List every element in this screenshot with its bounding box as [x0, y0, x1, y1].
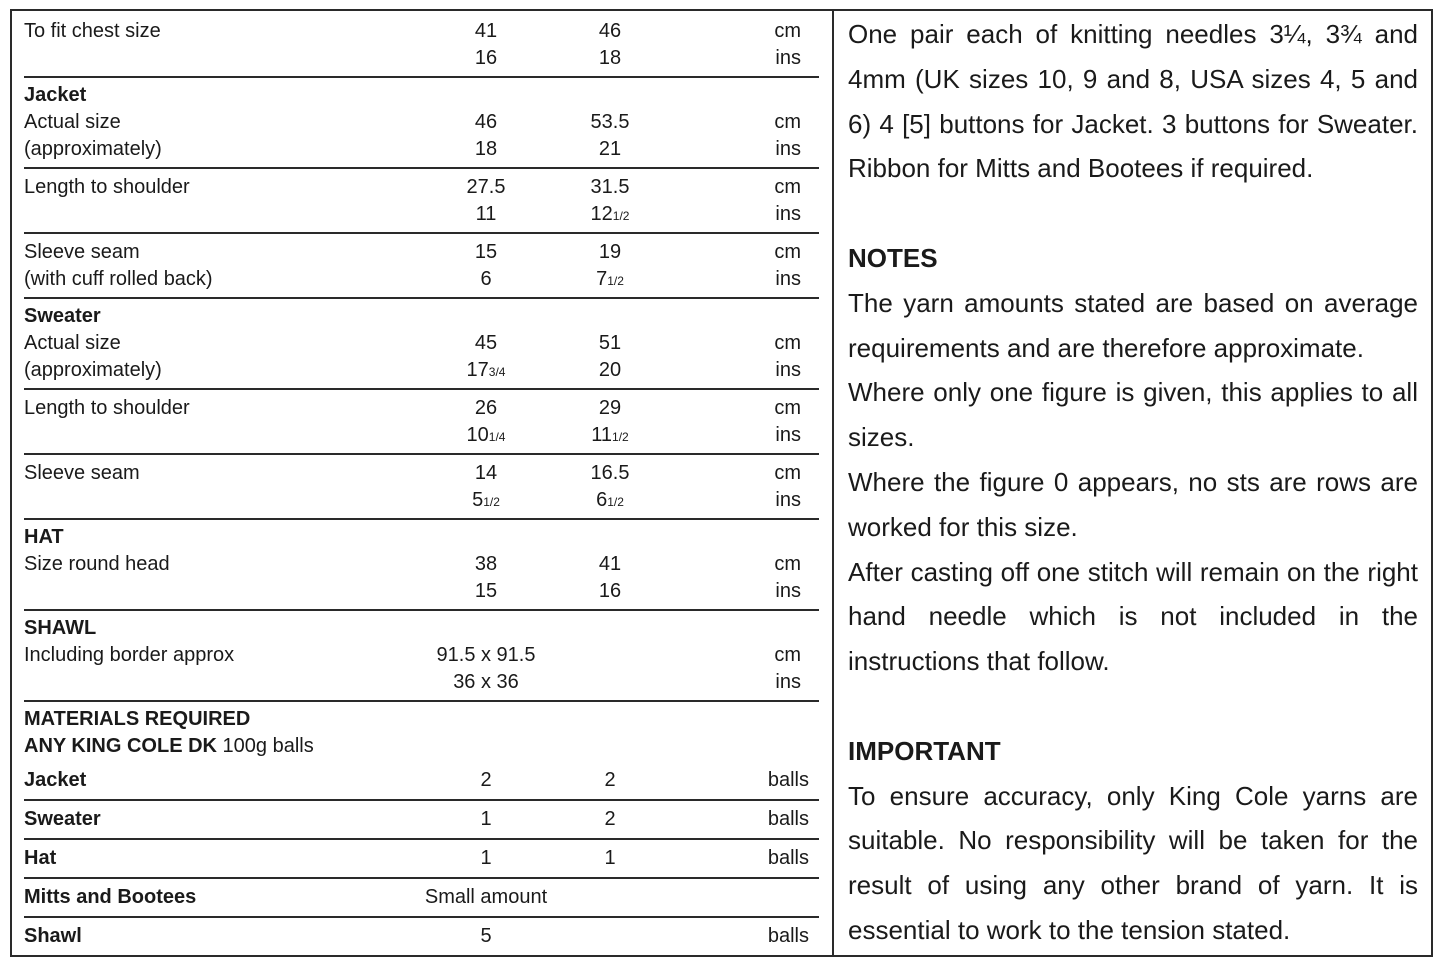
jacket-sleeve-label: Sleeve seam [24, 241, 140, 263]
fraction: 1/2 [607, 274, 624, 288]
materials-item [24, 801, 819, 840]
sweater-length-label: Length to shoulder [24, 397, 190, 419]
material-qty-1: 2 [480, 769, 492, 791]
fraction: 1/2 [612, 209, 630, 223]
unit-cm: cm [774, 644, 801, 666]
material-unit: balls [767, 769, 809, 791]
unit-ins: ins [775, 47, 801, 69]
sweater-actual-cm-1: 45 [474, 332, 498, 354]
jacket-sleeve-ins-1: 6 [480, 268, 492, 290]
jacket-length-row [24, 169, 819, 234]
hat-cm-1: 38 [474, 553, 498, 575]
unit-ins: ins [775, 580, 801, 602]
unit-cm: cm [774, 176, 801, 198]
fraction: 1/2 [612, 430, 629, 444]
sweater-length-ins-2: 111/2 [591, 424, 629, 446]
shawl-row [24, 611, 819, 702]
jacket-sleeve-row [24, 234, 819, 299]
unit-cm: cm [774, 332, 801, 354]
unit-cm: cm [774, 462, 801, 484]
material-name: Jacket [24, 769, 87, 791]
materials-heading: MATERIALS REQUIRED [24, 708, 251, 730]
chest-cm-1: 41 [474, 20, 498, 42]
unit-cm: cm [774, 553, 801, 575]
material-amount: Small amount [424, 886, 548, 908]
jacket-actual-ins-1: 18 [474, 138, 498, 160]
fraction: 1/2 [483, 495, 500, 509]
unit-ins: ins [775, 359, 801, 381]
material-name: Hat [24, 847, 57, 869]
needles-paragraph: One pair each of knitting needles 3¼, 3¾ and 4mm (UK sizes 10, 9 and 8, USA sizes 4, 5 and 6) 4 [5] buttons for Jacket. 3 buttons for Sweater. Ribbon for Mitts and Bootees if required. [848, 19, 1418, 184]
sweater-actual-cm-2: 51 [598, 332, 622, 354]
material-qty-1: 5 [480, 925, 492, 947]
jacket-actual-cm-1: 46 [474, 111, 498, 133]
fraction: 1/4 [488, 430, 506, 444]
material-unit: balls [767, 925, 809, 947]
yarn-weight: 100g balls [222, 735, 314, 757]
notes-heading: NOTES [848, 242, 938, 273]
sizes-table [24, 18, 819, 955]
unit-ins: ins [775, 424, 801, 446]
shawl-ins: 36 x 36 [453, 671, 519, 693]
hat-label: Size round head [24, 553, 170, 575]
unit-ins: ins [775, 268, 801, 290]
material-unit: balls [767, 847, 809, 869]
sweater-length-cm-2: 29 [598, 397, 622, 419]
chest-label: To fit chest size [24, 20, 161, 42]
jacket-actual-note: (approximately) [24, 138, 162, 160]
material-name: Mitts and Bootees [24, 886, 197, 908]
chest-ins-2: 18 [598, 47, 622, 69]
hat-ins-2: 16 [598, 580, 622, 602]
sweater-sleeve-ins-1: 51/2 [472, 489, 500, 511]
notes-column [848, 12, 1418, 953]
unit-cm: cm [774, 111, 801, 133]
sweater-actual-label: Actual size [24, 332, 121, 354]
jacket-length-cm-2: 31.5 [590, 176, 630, 198]
hat-ins-1: 15 [474, 580, 498, 602]
materials-item [24, 918, 819, 955]
hat-row [24, 520, 819, 611]
sweater-length-row [24, 390, 819, 455]
materials-item [24, 879, 819, 918]
material-qty-2: 1 [604, 847, 616, 869]
jacket-length-ins-1: 11 [475, 203, 497, 225]
unit-ins: ins [775, 138, 801, 160]
unit-ins: ins [775, 671, 801, 693]
material-name: Sweater [24, 808, 101, 830]
materials-list [24, 762, 819, 955]
jacket-sleeve-cm-1: 15 [474, 241, 498, 263]
material-qty-2: 2 [604, 808, 616, 830]
column-divider [832, 9, 834, 957]
shawl-heading: SHAWL [24, 617, 97, 639]
material-qty-2: 2 [604, 769, 616, 791]
jacket-actual-ins-2: 21 [598, 138, 622, 160]
material-name: Shawl [24, 925, 82, 947]
sweater-sleeve-label: Sleeve seam [24, 462, 140, 484]
sweater-actual-ins-1: 173/4 [466, 359, 506, 381]
note-paragraph: Where only one figure is given, this applies to all sizes. [848, 377, 1418, 453]
fraction: 3/4 [488, 365, 506, 379]
chest-size-row [24, 18, 819, 78]
jacket-sleeve-cm-2: 19 [598, 241, 622, 263]
material-unit: balls [767, 808, 809, 830]
sweater-heading: Sweater [24, 305, 101, 327]
jacket-sleeve-ins-2: 71/2 [596, 268, 624, 290]
jacket-length-cm-1: 27.5 [466, 176, 506, 198]
materials-header [24, 702, 819, 760]
important-heading: IMPORTANT [848, 735, 1001, 766]
hat-heading: HAT [24, 526, 64, 548]
sweater-actual-ins-2: 20 [598, 359, 622, 381]
sweater-length-cm-1: 26 [474, 397, 498, 419]
shawl-label: Including border approx [24, 644, 235, 666]
unit-cm: cm [774, 20, 801, 42]
unit-ins: ins [775, 489, 801, 511]
materials-yarn [24, 733, 819, 760]
jacket-sleeve-note: (with cuff rolled back) [24, 268, 213, 290]
sweater-actual-note: (approximately) [24, 359, 162, 381]
sweater-sleeve-row [24, 455, 819, 520]
note-paragraph: After casting off one stitch will remain on the right hand needle which is not included in the instructions that follow. [848, 556, 1418, 677]
sweater-actual-row [24, 299, 819, 390]
jacket-actual-label: Actual size [24, 111, 121, 133]
chest-ins-1: 16 [474, 47, 498, 69]
sweater-length-ins-1: 101/4 [466, 424, 506, 446]
note-paragraph: The yarn amounts stated are based on average requirements and are therefore approximate. [848, 287, 1418, 363]
important-paragraph: To ensure accuracy, only King Cole yarns are suitable. No responsibility will be taken for the result of using any other brand of yarn. It is essential to work to the tension stated. [848, 780, 1418, 945]
unit-ins: ins [775, 203, 801, 225]
jacket-actual-row [24, 78, 819, 169]
materials-item [24, 840, 819, 879]
shawl-cm: 91.5 x 91.5 [436, 644, 536, 666]
hat-cm-2: 41 [598, 553, 622, 575]
chest-cm-2: 46 [598, 20, 622, 42]
sweater-sleeve-cm-1: 14 [474, 462, 498, 484]
material-qty-1: 1 [480, 808, 492, 830]
unit-cm: cm [774, 241, 801, 263]
sweater-sleeve-ins-2: 61/2 [596, 489, 624, 511]
jacket-length-ins-2: 121/2 [590, 203, 630, 225]
yarn-brand: ANY KING COLE DK [24, 735, 217, 757]
unit-cm: cm [774, 397, 801, 419]
jacket-actual-cm-2: 53.5 [590, 111, 630, 133]
note-paragraph: Where the figure 0 appears, no sts are rows are worked for this size. [848, 466, 1418, 542]
sweater-sleeve-cm-2: 16.5 [590, 462, 630, 484]
jacket-length-label: Length to shoulder [24, 176, 190, 198]
material-qty-1: 1 [480, 847, 492, 869]
fraction: 1/2 [607, 495, 624, 509]
materials-item [24, 762, 819, 801]
jacket-heading: Jacket [24, 84, 87, 106]
